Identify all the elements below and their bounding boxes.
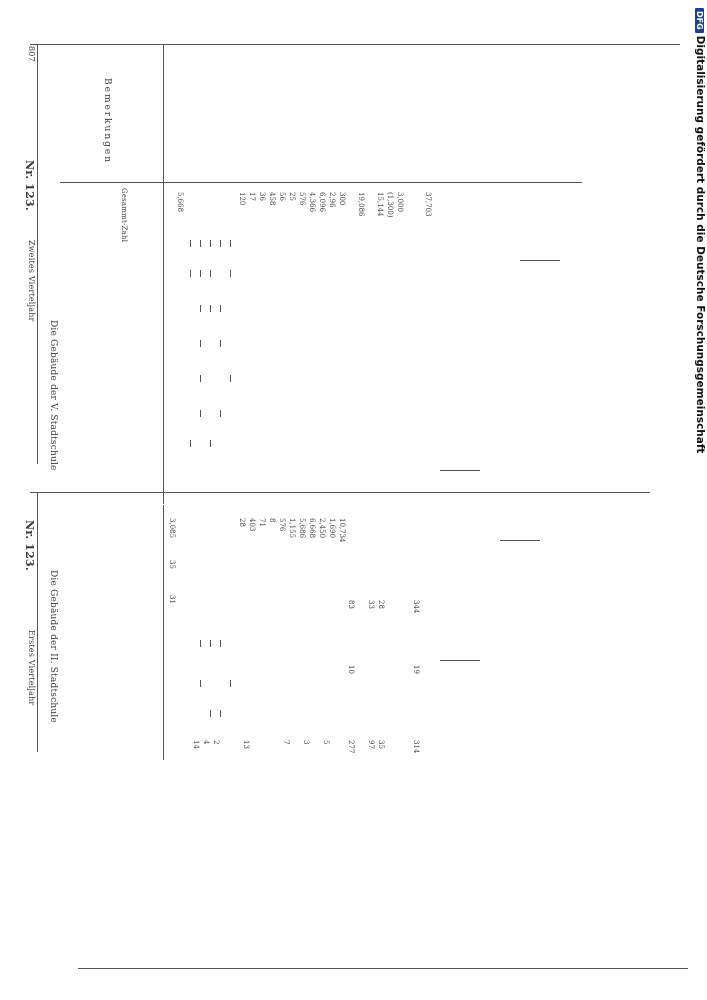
upper-value: 56: [278, 192, 286, 201]
upper-value: 4,366: [308, 192, 316, 213]
empty-cell-dash: [200, 305, 201, 312]
watermark-text: Digitalisierung gefördert durch die Deutsche Forschungsgemeinschaft: [694, 35, 706, 454]
lower-value: 33: [367, 600, 375, 609]
lower-value: 403: [248, 518, 256, 532]
lower-value: 14: [192, 740, 200, 749]
empty-cell-dash: [190, 270, 191, 277]
lower-value: 28: [238, 518, 246, 527]
lower-value: 576: [278, 518, 286, 532]
top-rule: [30, 44, 680, 45]
upper-value: 5,668: [176, 192, 184, 213]
lower-header-rule: [163, 505, 164, 760]
lower-value: 97: [367, 740, 375, 749]
upper-value: 37,703: [424, 192, 432, 217]
upper-heading: Die Gebäude der V. Stadtschule: [48, 320, 58, 471]
empty-cell-dash: [220, 710, 221, 717]
empty-cell-dash: [230, 680, 231, 687]
empty-cell-dash: [220, 340, 221, 347]
upper-value: 576: [298, 192, 306, 206]
upper-value: 25: [288, 192, 296, 201]
lower-value: 8: [268, 518, 276, 523]
empty-cell-dash: [210, 710, 211, 717]
lower-value: 1,690: [328, 518, 336, 539]
lower-value: 19: [412, 665, 420, 674]
stray-rule: [520, 260, 560, 261]
upper-title: Zweites Vierteljahr: [27, 240, 36, 322]
lower-title: Erstes Vierteljahr: [27, 630, 36, 706]
empty-cell-dash: [220, 305, 221, 312]
lower-value: 10,734: [338, 518, 346, 543]
empty-cell-dash: [210, 440, 211, 447]
empty-cell-dash: [230, 375, 231, 382]
lower-value: 2: [212, 740, 220, 745]
lower-value: 1,155: [288, 518, 296, 539]
upper-value: 19,086: [357, 192, 365, 217]
stray-rule: [440, 660, 480, 661]
empty-cell-dash: [230, 240, 231, 247]
empty-cell-dash: [200, 410, 201, 417]
empty-cell-dash: [190, 240, 191, 247]
bottom-rule: [78, 968, 688, 969]
empty-cell-dash: [200, 375, 201, 382]
left-rule-upper: [37, 44, 38, 464]
lower-value: 2,450: [318, 518, 326, 539]
empty-cell-dash: [200, 270, 201, 277]
lower-value: 5: [322, 740, 330, 745]
empty-cell-dash: [190, 440, 191, 447]
lower-value: 35: [168, 560, 176, 569]
empty-cell-dash: [200, 680, 201, 687]
dfg-watermark: [694, 8, 706, 453]
lower-value: 344: [412, 600, 420, 614]
lower-value: 7: [282, 740, 290, 745]
empty-cell-dash: [210, 240, 211, 247]
left-rule-lower: [37, 492, 38, 752]
remarks-header: Bemerkungen: [102, 78, 112, 165]
empty-cell-dash: [230, 270, 231, 277]
upper-value: 6,096: [318, 192, 326, 213]
empty-cell-dash: [210, 270, 211, 277]
upper-value: (1,300): [386, 192, 394, 218]
lower-value: 3: [302, 740, 310, 745]
empty-cell-dash: [220, 240, 221, 247]
upper-value: 36: [258, 192, 266, 201]
lower-heading: Die Gebäude der II. Stadtschule: [48, 570, 58, 723]
empty-cell-dash: [200, 240, 201, 247]
stray-rule: [500, 540, 540, 541]
empty-cell-dash: [210, 305, 211, 312]
lower-label: Nr. 123.: [23, 520, 36, 571]
lower-value: 6,668: [308, 518, 316, 539]
upper-header-bottom-rule: [60, 182, 582, 183]
lower-value: 10: [347, 665, 355, 674]
lower-value: 35: [377, 740, 385, 749]
lower-value: 13: [242, 740, 250, 749]
lower-value: 3,085: [168, 518, 176, 539]
upper-value: 2,96: [328, 192, 336, 208]
empty-cell-dash: [220, 640, 221, 647]
lower-value: 277: [347, 740, 355, 754]
lower-value: 83: [347, 600, 355, 609]
dfg-logo: DFG: [695, 8, 704, 33]
upper-value: 458: [268, 192, 276, 206]
upper-value: 3,000: [396, 192, 404, 213]
lower-value: 71: [258, 518, 266, 527]
upper-label: Nr. 123.: [23, 160, 36, 211]
empty-cell-dash: [200, 340, 201, 347]
upper-value: 120: [238, 192, 246, 206]
lower-value: 28: [377, 600, 385, 609]
total-header: Gesammt-Zahl: [120, 188, 128, 243]
upper-value: 17: [248, 192, 256, 201]
lower-value: 31: [168, 595, 176, 604]
lower-value: 314: [412, 740, 420, 754]
lower-value: 4: [202, 740, 210, 745]
upper-page-number: 807: [27, 46, 36, 62]
lower-value: 5,686: [298, 518, 306, 539]
remarks-column-rule: [163, 44, 164, 504]
empty-cell-dash: [210, 640, 211, 647]
upper-value: 15,144: [376, 192, 384, 217]
empty-cell-dash: [200, 640, 201, 647]
empty-cell-dash: [220, 410, 221, 417]
upper-value: 300: [338, 192, 346, 206]
middle-rule: [30, 492, 650, 493]
stray-rule: [440, 470, 480, 471]
